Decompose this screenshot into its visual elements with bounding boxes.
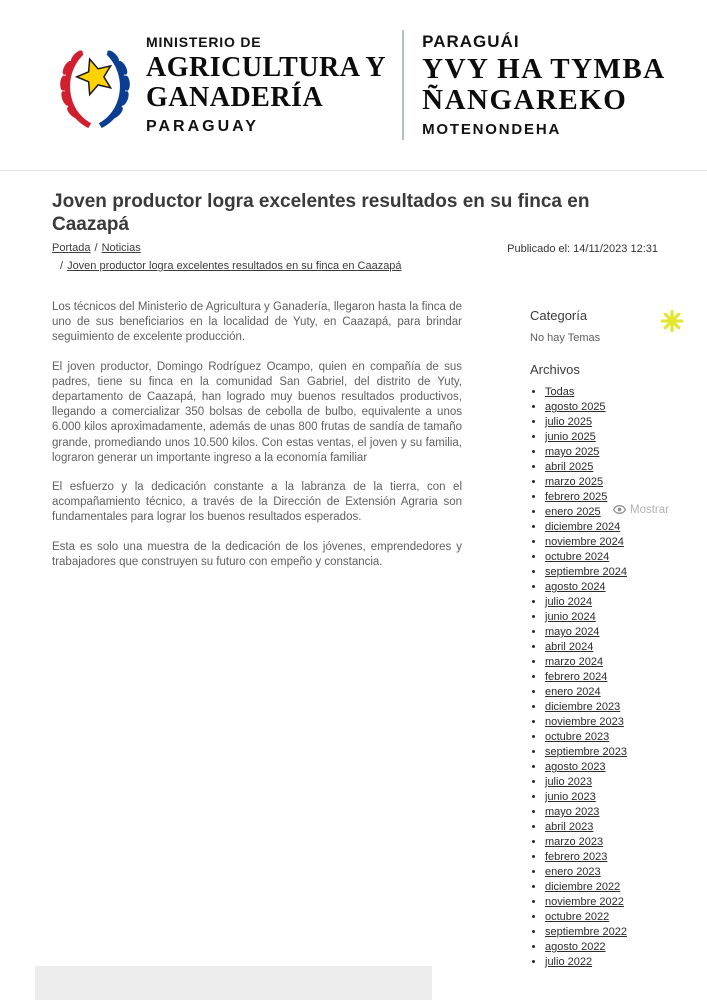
archive-link[interactable]: abril 2025 [545, 461, 594, 473]
archive-link[interactable]: agosto 2025 [545, 401, 606, 413]
archive-item [545, 535, 690, 550]
archive-item [545, 655, 690, 670]
category-empty-text: No hay Temas [530, 332, 601, 344]
mag-logo[interactable] [52, 35, 138, 135]
archive-link[interactable]: mayo 2024 [545, 626, 600, 638]
accessibility-asterisk-icon [660, 309, 684, 333]
archive-link[interactable]: diciembre 2022 [545, 881, 621, 893]
archives-list [530, 385, 690, 970]
brand-name-line2: GANADERÍA [146, 82, 324, 113]
archive-item [545, 895, 690, 910]
archive-link[interactable]: noviembre 2024 [545, 536, 624, 548]
article-paragraph: El esfuerzo y la dedicación constante a la labranza de la tierra, con el acompañamiento técnico, a través de la Dirección de Extensión Agraria son fundamentales para lograr los buenos resultados esperados. [52, 481, 462, 524]
breadcrumb-line1 [52, 242, 492, 254]
brand-name-line1: AGRICULTURA Y [146, 52, 387, 84]
breadcrumb-current-link[interactable]: Joven productor logra excelentes resultados en su finca en Caazapá [67, 260, 402, 272]
breadcrumb-separator: / [94, 242, 98, 254]
footer-strip [35, 966, 432, 1000]
breadcrumb-line2 [52, 260, 492, 272]
archive-item [545, 400, 690, 415]
archive-link[interactable]: marzo 2023 [545, 836, 604, 848]
archive-link[interactable]: septiembre 2023 [545, 746, 627, 758]
archive-item [545, 550, 690, 565]
page-title: Joven productor logra excelentes resultados en su finca en Caazapá [52, 191, 590, 236]
archive-link[interactable]: julio 2025 [545, 416, 593, 428]
archive-link[interactable]: julio 2023 [545, 776, 593, 788]
breadcrumb-home-link[interactable]: Portada [52, 242, 91, 254]
archive-link[interactable]: diciembre 2024 [545, 521, 621, 533]
archive-item [545, 430, 690, 445]
brand-spanish [146, 34, 386, 135]
archive-link[interactable]: octubre 2024 [545, 551, 610, 563]
breadcrumb-section-link[interactable]: Noticias [101, 242, 141, 254]
archive-link[interactable]: agosto 2024 [545, 581, 606, 593]
archive-link[interactable]: noviembre 2023 [545, 716, 624, 728]
archive-link[interactable]: octubre 2022 [545, 911, 610, 923]
archive-item [545, 940, 690, 955]
brand-gn-line2: YVY HA TYMBA [422, 53, 666, 86]
archive-link[interactable]: febrero 2023 [545, 851, 608, 863]
archive-item [545, 415, 690, 430]
archive-item [545, 865, 690, 880]
header-divider [402, 30, 404, 140]
published-date: Publicado el: 14/11/2023 12:31 [507, 243, 658, 255]
brand-gn-line1: PARAGUÁI [422, 32, 520, 52]
archive-link[interactable]: julio 2022 [545, 956, 593, 968]
archive-item [545, 445, 690, 460]
archive-link[interactable]: septiembre 2022 [545, 926, 627, 938]
archive-item [545, 790, 690, 805]
archive-link[interactable]: diciembre 2023 [545, 701, 621, 713]
archive-item [545, 625, 690, 640]
archive-item [545, 670, 690, 685]
archive-link[interactable]: noviembre 2022 [545, 896, 624, 908]
header-bottom-divider [0, 170, 707, 171]
archive-item [545, 385, 690, 400]
archive-link[interactable]: febrero 2025 [545, 491, 608, 503]
show-widget-button[interactable] [610, 501, 674, 518]
archive-link[interactable]: agosto 2023 [545, 761, 606, 773]
eye-icon [613, 503, 626, 516]
archive-item [545, 640, 690, 655]
archive-link[interactable]: mayo 2023 [545, 806, 600, 818]
brand-gn-line4: MOTENONDEHA [422, 120, 562, 138]
archive-link[interactable]: Todas [545, 386, 575, 398]
archive-link[interactable]: junio 2023 [545, 791, 596, 803]
archive-item [545, 760, 690, 775]
archive-item [545, 520, 690, 535]
archive-item [545, 700, 690, 715]
article-paragraph: Los técnicos del Ministerio de Agricultura y Ganadería, llegaron hasta la finca de uno de sus beneficiarios en la localidad de Yuty, en Caazapá, para brindar seguimiento de excelente producción. [52, 301, 462, 344]
archive-item [545, 835, 690, 850]
archive-link[interactable]: mayo 2025 [545, 446, 600, 458]
archive-link[interactable]: septiembre 2024 [545, 566, 627, 578]
archive-item [545, 955, 690, 970]
archives-heading: Archivos [530, 362, 580, 377]
archive-link[interactable]: enero 2025 [545, 506, 601, 518]
show-widget-label: Mostrar [630, 503, 669, 516]
category-heading: Categoría [530, 308, 588, 323]
archive-item [545, 595, 690, 610]
brand-guarani [422, 32, 666, 137]
archive-item [545, 685, 690, 700]
archive-item [545, 880, 690, 895]
article-body [52, 300, 462, 584]
archive-link[interactable]: enero 2023 [545, 866, 601, 878]
archive-item [545, 820, 690, 835]
accessibility-widget-button[interactable] [660, 309, 684, 333]
archive-item [545, 805, 690, 820]
site-header [52, 30, 666, 140]
archive-item [545, 715, 690, 730]
archive-link[interactable]: junio 2025 [545, 431, 596, 443]
archive-item [545, 925, 690, 940]
archive-link[interactable]: febrero 2024 [545, 671, 608, 683]
archive-item [545, 775, 690, 790]
archive-item [545, 475, 690, 490]
article-paragraph: Esta es solo una muestra de la dedicación de los jóvenes, emprendedores y trabajadores que construyen su futuro con empeño y constancia. [52, 540, 462, 568]
archive-item [545, 460, 690, 475]
article-paragraph: El joven productor, Domingo Rodríguez Ocampo, quien en compañía de sus padres, tiene su finca en la comunidad San Gabriel, del distrito de Yuty, departamento de Caazapá, han logrado muy buenos resultados productivos, llegando a comercializar 350 bolsas de cebolla de bulbo, equivalente a unos 6.000 kilos aproximadamente, además de unas 800 frutas de sandía de tamaño grande, promediando unos 10.500 kilos. Con estas ventas, el joven y su familia, lograron generar un importante ingreso a la economía familiar [52, 360, 462, 464]
archive-link[interactable]: abril 2023 [545, 821, 594, 833]
archive-link[interactable]: julio 2024 [545, 596, 593, 608]
archive-item [545, 910, 690, 925]
archive-item [545, 610, 690, 625]
archive-item [545, 745, 690, 760]
archive-item [545, 850, 690, 865]
brand-ministry-line: MINISTERIO DE [146, 34, 262, 51]
sidebar [530, 308, 690, 970]
brand-country: PARAGUAY [146, 117, 259, 135]
breadcrumb [52, 242, 492, 272]
archive-link[interactable]: octubre 2023 [545, 731, 610, 743]
archive-item [545, 565, 690, 580]
archive-item [545, 730, 690, 745]
archive-link[interactable]: junio 2024 [545, 611, 596, 623]
brand-gn-line3: ÑANGAREKO [422, 84, 628, 116]
archive-link[interactable]: marzo 2025 [545, 476, 604, 488]
archive-link[interactable]: agosto 2022 [545, 941, 606, 953]
archive-item [545, 580, 690, 595]
archive-link[interactable]: abril 2024 [545, 641, 594, 653]
mag-coat-of-arms-icon [52, 35, 138, 135]
archive-link[interactable]: marzo 2024 [545, 656, 604, 668]
archive-link[interactable]: enero 2024 [545, 686, 601, 698]
breadcrumb-separator: / [60, 260, 64, 272]
